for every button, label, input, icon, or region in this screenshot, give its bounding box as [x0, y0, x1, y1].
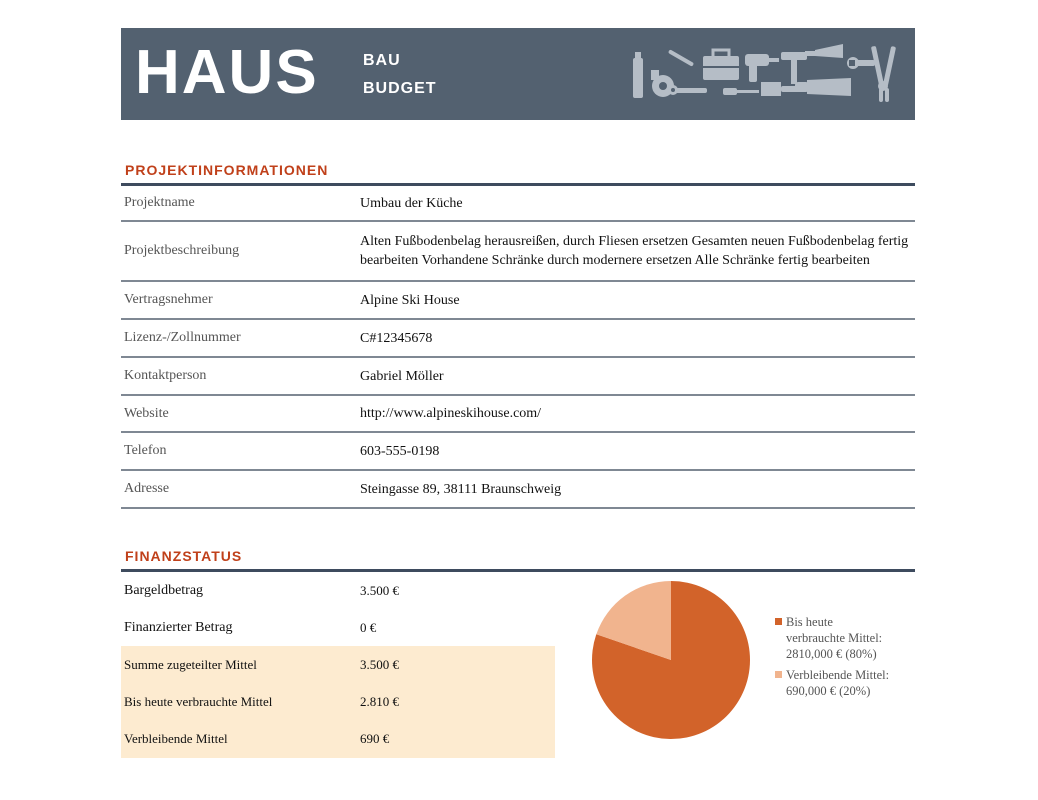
financed-value: 0 €	[360, 619, 377, 635]
finance-row-financed	[121, 609, 555, 646]
project-info-table	[121, 186, 915, 509]
toolbox-icon	[703, 50, 739, 80]
address-value: Steingasse 89, 38111 Braunschweig	[360, 481, 562, 497]
project-name-value: Umbau der Küche	[360, 195, 463, 211]
remaining-funds-value: 690 €	[360, 731, 390, 746]
table-row	[121, 358, 915, 396]
spent-funds-value: 2.810 €	[360, 693, 399, 709]
banner-title: HAUS	[135, 38, 319, 107]
legend-spent-line1: Bis heute	[786, 615, 833, 629]
finance-row-cash	[121, 572, 555, 609]
address-label: Adresse	[124, 481, 170, 496]
table-row	[121, 222, 915, 282]
contractor-label: Vertragsnehmer	[124, 292, 213, 307]
spanner-icon	[847, 57, 875, 69]
table-row	[121, 396, 915, 433]
legend-remaining-line1: Verbleibende Mittel:	[786, 668, 890, 682]
legend-remaining-line2: 690,000 € (20%)	[786, 684, 871, 698]
legend-swatch-spent	[775, 618, 782, 625]
legend-swatch-remaining	[775, 671, 782, 678]
wrench-icon	[668, 49, 707, 95]
chart-legend	[775, 615, 889, 698]
banner-subtitle-line2: BUDGET	[363, 80, 437, 97]
financed-label: Finanzierter Betrag	[124, 619, 233, 635]
banner-subtitle-line1: BAU	[363, 52, 401, 69]
project-description-value: Alten Fußbodenbelag herausreißen, durch Fliesen ersetzen Gesamten neuen Fußbodenbelag fertig bearbeiten Vorhandene Schränke durch modernere ersetzen Alle Schränke fertig bearbeiten	[360, 234, 909, 268]
legend-spent-line2: verbrauchte Mittel:	[786, 631, 883, 645]
license-label: Lizenz-/Zollnummer	[124, 330, 241, 345]
finance-row-remaining	[121, 720, 555, 758]
budget-pie-chart	[585, 575, 915, 765]
legend-spent-line3: 2810,000 € (80%)	[786, 647, 877, 661]
table-row	[121, 471, 915, 509]
finance-heading: FINANZSTATUS	[125, 548, 243, 564]
tools-illustration	[629, 42, 909, 106]
project-name-label: Projektname	[124, 195, 195, 210]
website-value: http://www.alpineskihouse.com/	[360, 406, 542, 421]
screwdriver-icon	[723, 88, 759, 95]
website-label: Website	[124, 405, 169, 421]
contact-person-label: Kontaktperson	[124, 368, 207, 383]
contact-person-value: Gabriel Möller	[360, 368, 444, 384]
phone-label: Telefon	[124, 443, 167, 458]
header-banner	[121, 28, 915, 120]
project-info-heading: PROJEKTINFORMATIONEN	[125, 162, 329, 178]
table-row	[121, 320, 915, 358]
paint-roller-icon	[633, 52, 643, 98]
remaining-funds-label: Verbleibende Mittel	[124, 731, 228, 746]
drill-icon	[745, 54, 779, 82]
contractor-value: Alpine Ski House	[360, 292, 460, 308]
total-funds-label: Summe zugeteilter Mittel	[124, 656, 257, 672]
hammer-icon	[781, 52, 807, 84]
finance-row-total	[121, 646, 555, 683]
phone-value: 603-555-0198	[360, 443, 440, 459]
table-row	[121, 433, 915, 471]
finance-row-spent	[121, 683, 555, 720]
table-row	[121, 282, 915, 320]
table-row	[121, 186, 915, 222]
cash-label: Bargeldbetrag	[124, 582, 204, 598]
saw-icon	[795, 78, 851, 96]
spatula-icon	[805, 44, 843, 58]
license-value: C#12345678	[360, 330, 433, 346]
spent-funds-label: Bis heute verbrauchte Mittel	[124, 693, 273, 709]
total-funds-value: 3.500 €	[360, 656, 399, 672]
project-description-label: Projektbeschreibung	[124, 243, 240, 258]
pliers-icon	[871, 46, 896, 102]
cash-value: 3.500 €	[360, 582, 399, 598]
